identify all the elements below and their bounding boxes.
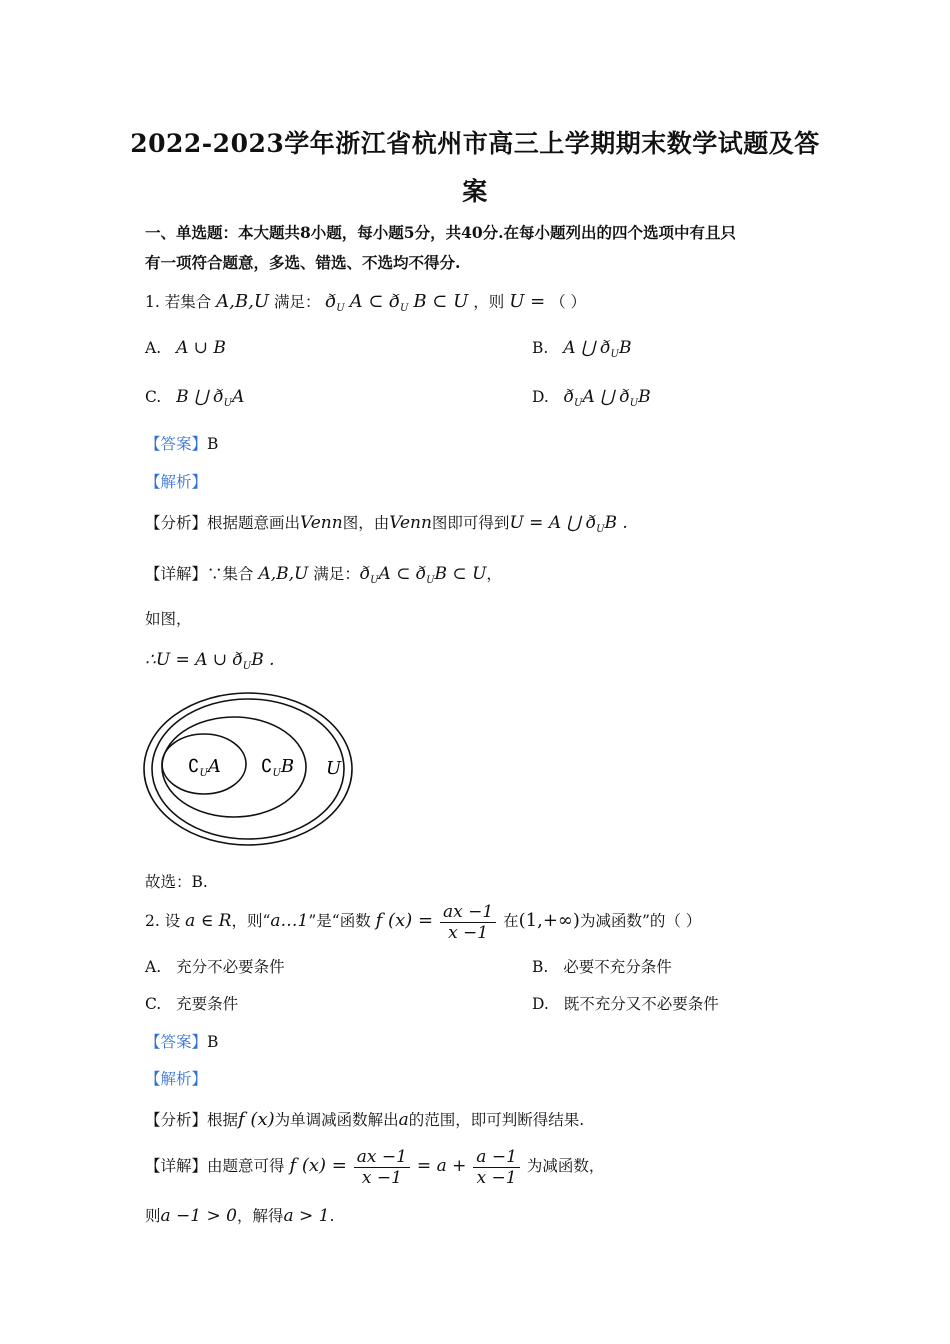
q2-xiangjie-frac2-num: a −1 (473, 1147, 520, 1168)
q1-option-d-label: D. (532, 388, 549, 406)
q2-option-d-label: D. (532, 995, 549, 1013)
q2-answer-value: B (207, 1033, 219, 1051)
q1-cond-complement: ð (325, 291, 337, 312)
q2-xiangjie-frac2-den: x −1 (476, 1167, 517, 1188)
q2-stem-fraction (440, 902, 496, 943)
q2-fenxi-b: 为单调减函数解出 (274, 1111, 399, 1129)
venn-diagram (140, 690, 360, 850)
q1-rutu: 如图， (145, 610, 192, 628)
q1-guxuan: 故选：B. (145, 873, 208, 891)
q1-fenxi-a: 根据题意画出 (207, 514, 301, 532)
q1-therefore (145, 650, 275, 672)
page-title-line1: 2022-2023学年浙江省杭州市高三上学期期末数学试题及答 (130, 129, 820, 158)
q1-fenxi-sub: U (596, 524, 605, 536)
q1-fenxi (145, 511, 628, 535)
q1-xiangjie-sets: A,B,U (258, 564, 309, 584)
q2-option-a-label: A. (145, 958, 162, 976)
q2-option-c[interactable] (145, 992, 238, 1014)
q2-fenxi-tag: 【分析】 (145, 1111, 208, 1129)
q2-conclusion-b: ，解得 (236, 1207, 284, 1225)
q2-xiangjie-mid: = a + (416, 1156, 467, 1176)
q1-jiexi-tag: 【解析】 (145, 473, 208, 491)
venn-label-u: U (326, 758, 342, 779)
venn-outer-ellipse-2 (152, 699, 344, 839)
q2-stem-var: a ∈ R (185, 911, 232, 931)
q2-conclusion-expr2: a > 1 (283, 1206, 330, 1226)
q1-stem (145, 290, 586, 314)
q2-option-c-text: 充要条件 (176, 995, 239, 1013)
q1-xiangjie-cond: ð (359, 564, 371, 584)
venn-label-cub: $∁_UB$ (261, 756, 295, 779)
q1-option-d-b: A ⋃ ð (582, 387, 630, 407)
q2-fenxi-var: a (398, 1110, 409, 1130)
q2-conclusion-a: 则 (145, 1207, 161, 1225)
q2-fenxi-a: 根据 (207, 1111, 239, 1129)
q1-cond-rest2: B ⊂ U (413, 291, 469, 312)
q1-option-b-label: B. (532, 339, 549, 357)
q1-xiangjie-b: 满足： (313, 565, 360, 583)
q2-option-d-text: 既不充分又不必要条件 (563, 995, 719, 1013)
q1-option-b-text: A ⋃ ð (563, 338, 611, 358)
page-title-line2: 案 (462, 177, 488, 206)
q2-xiangjie-frac1-den: x −1 (361, 1167, 402, 1188)
venn-cua-ellipse (162, 734, 246, 794)
q1-cond-sub1: U (336, 303, 345, 315)
q2-xiangjie (145, 1145, 604, 1188)
q1-answer (145, 432, 218, 454)
q2-conclusion-expr1: a −1 > 0 (160, 1206, 237, 1226)
q1-stem-then: ，则 (473, 293, 505, 311)
q1-option-c-text: B ⋃ ð (176, 387, 224, 407)
q2-conclusion (145, 1204, 334, 1226)
q1-option-c-sub: U (223, 398, 233, 410)
q1-option-d-c: B (638, 387, 651, 407)
q2-stem-e: 为减函数”的（ ） (579, 912, 702, 930)
q2-stem-c: ”是“函数 (308, 912, 371, 930)
q1-option-d-sub2: U (629, 398, 639, 410)
q2-fenxi-c: 的范围，即可判断得结果. (408, 1111, 585, 1129)
q1-xiangjie-cond2: A ⊂ ð (378, 564, 427, 584)
q2-option-c-label: C. (145, 995, 162, 1013)
q1-xiangjie-sub2: U (426, 575, 435, 587)
q1-option-d-sub1: U (574, 398, 583, 410)
q1-option-d-a: ð (563, 387, 574, 407)
q1-option-c[interactable] (145, 387, 244, 409)
q2-stem-interval: (1,+∞) (518, 910, 580, 931)
q2-xiangjie-fraction1 (354, 1147, 410, 1188)
q1-xiangjie-a: ∵集合 (207, 565, 254, 583)
q2-option-a[interactable] (145, 955, 285, 977)
q1-answer-value: B (207, 435, 219, 453)
q2-stem-b: ，则“ (231, 912, 271, 930)
q1-stem-satisfy: 满足： (273, 293, 321, 311)
q1-fenxi-venn1: Venn (300, 513, 343, 533)
venn-label-cua: $∁_UA$ (188, 756, 221, 779)
q1-stem-u-eq: U = (509, 291, 546, 312)
q1-xiangjie-sub1: U (370, 575, 379, 587)
q1-answer-tag: 【答案】 (145, 435, 208, 453)
q1-therefore-sub: U (242, 661, 252, 673)
q1-xiangjie (145, 562, 502, 586)
q1-stem-paren: （ ） (550, 293, 587, 311)
q1-option-a-label: A. (145, 339, 162, 357)
q2-option-a-text: 充分不必要条件 (176, 958, 285, 976)
q2-xiangjie-tag: 【详解】 (145, 1157, 208, 1175)
q1-option-a[interactable] (145, 338, 226, 358)
q2-stem-cond: a…1 (270, 911, 309, 931)
q1-therefore-expr: ∴U = A ∪ ð (145, 650, 243, 670)
q2-xiangjie-a: 由题意可得 (207, 1157, 285, 1175)
q1-therefore-tail: B . (251, 650, 275, 670)
q1-option-c-label: C. (145, 388, 162, 406)
q2-option-b-text: 必要不充分条件 (563, 958, 672, 976)
q1-stem-sets: A,B,U (216, 291, 269, 312)
venn-outer-ellipse-1 (144, 693, 352, 845)
q1-fenxi-expr: U = A ⋃ ð (509, 513, 597, 533)
q2-option-d[interactable] (532, 992, 719, 1014)
q2-fenxi (145, 1108, 584, 1130)
q2-answer-tag: 【答案】 (145, 1033, 208, 1051)
q1-fenxi-c: 图即可得到 (431, 514, 510, 532)
q2-stem-d: 在 (503, 912, 519, 930)
q1-cond-rest: A ⊂ ð (349, 291, 400, 312)
q2-stem-prefix: 2. 设 (145, 912, 181, 930)
q1-xiangjie-cond3: B ⊂ U (434, 564, 487, 584)
q2-jiexi-tag: 【解析】 (145, 1070, 208, 1088)
q1-fenxi-tail: B . (604, 513, 628, 533)
q2-xiangjie-fraction2 (473, 1147, 520, 1188)
q1-option-c-tail: A (232, 387, 245, 407)
q2-frac-den: x −1 (448, 922, 489, 943)
q2-stem (145, 900, 701, 943)
section-heading-line2: 有一项符合题意，多选、错选、不选均不得分. (145, 253, 461, 272)
q1-option-a-text: A ∪ B (176, 338, 226, 358)
q1-option-b-sub: U (610, 349, 619, 361)
q2-frac-num: ax −1 (440, 902, 496, 923)
q2-xiangjie-frac1-num: ax −1 (354, 1147, 410, 1168)
q2-fenxi-fx: f (x) (238, 1109, 275, 1130)
q1-fenxi-b: 图，由 (342, 514, 390, 532)
q1-xiangjie-tag: 【详解】 (145, 565, 208, 583)
q1-option-b[interactable] (532, 338, 631, 360)
q1-fenxi-venn2: Venn (389, 513, 432, 533)
q1-option-b-tail: B (618, 338, 632, 358)
q1-stem-prefix: 1. 若集合 (145, 293, 212, 311)
q1-xiangjie-c: ， (486, 565, 502, 583)
q1-fenxi-tag: 【分析】 (145, 514, 208, 532)
q2-stem-fx: f (x) = (375, 910, 434, 931)
q2-xiangjie-fx: f (x) = (289, 1155, 347, 1176)
q2-answer (145, 1030, 218, 1052)
q2-conclusion-c: . (329, 1207, 335, 1225)
q1-option-d[interactable] (532, 387, 651, 409)
q1-cond-sub2: U (399, 303, 409, 315)
q2-option-b[interactable] (532, 955, 672, 977)
q2-xiangjie-b: 为减函数， (526, 1157, 605, 1175)
q2-option-b-label: B. (532, 958, 549, 976)
section-heading-line1: 一、单选题：本大题共8小题，每小题5分，共40分.在每小题列出的四个选项中有且只 (145, 223, 737, 242)
